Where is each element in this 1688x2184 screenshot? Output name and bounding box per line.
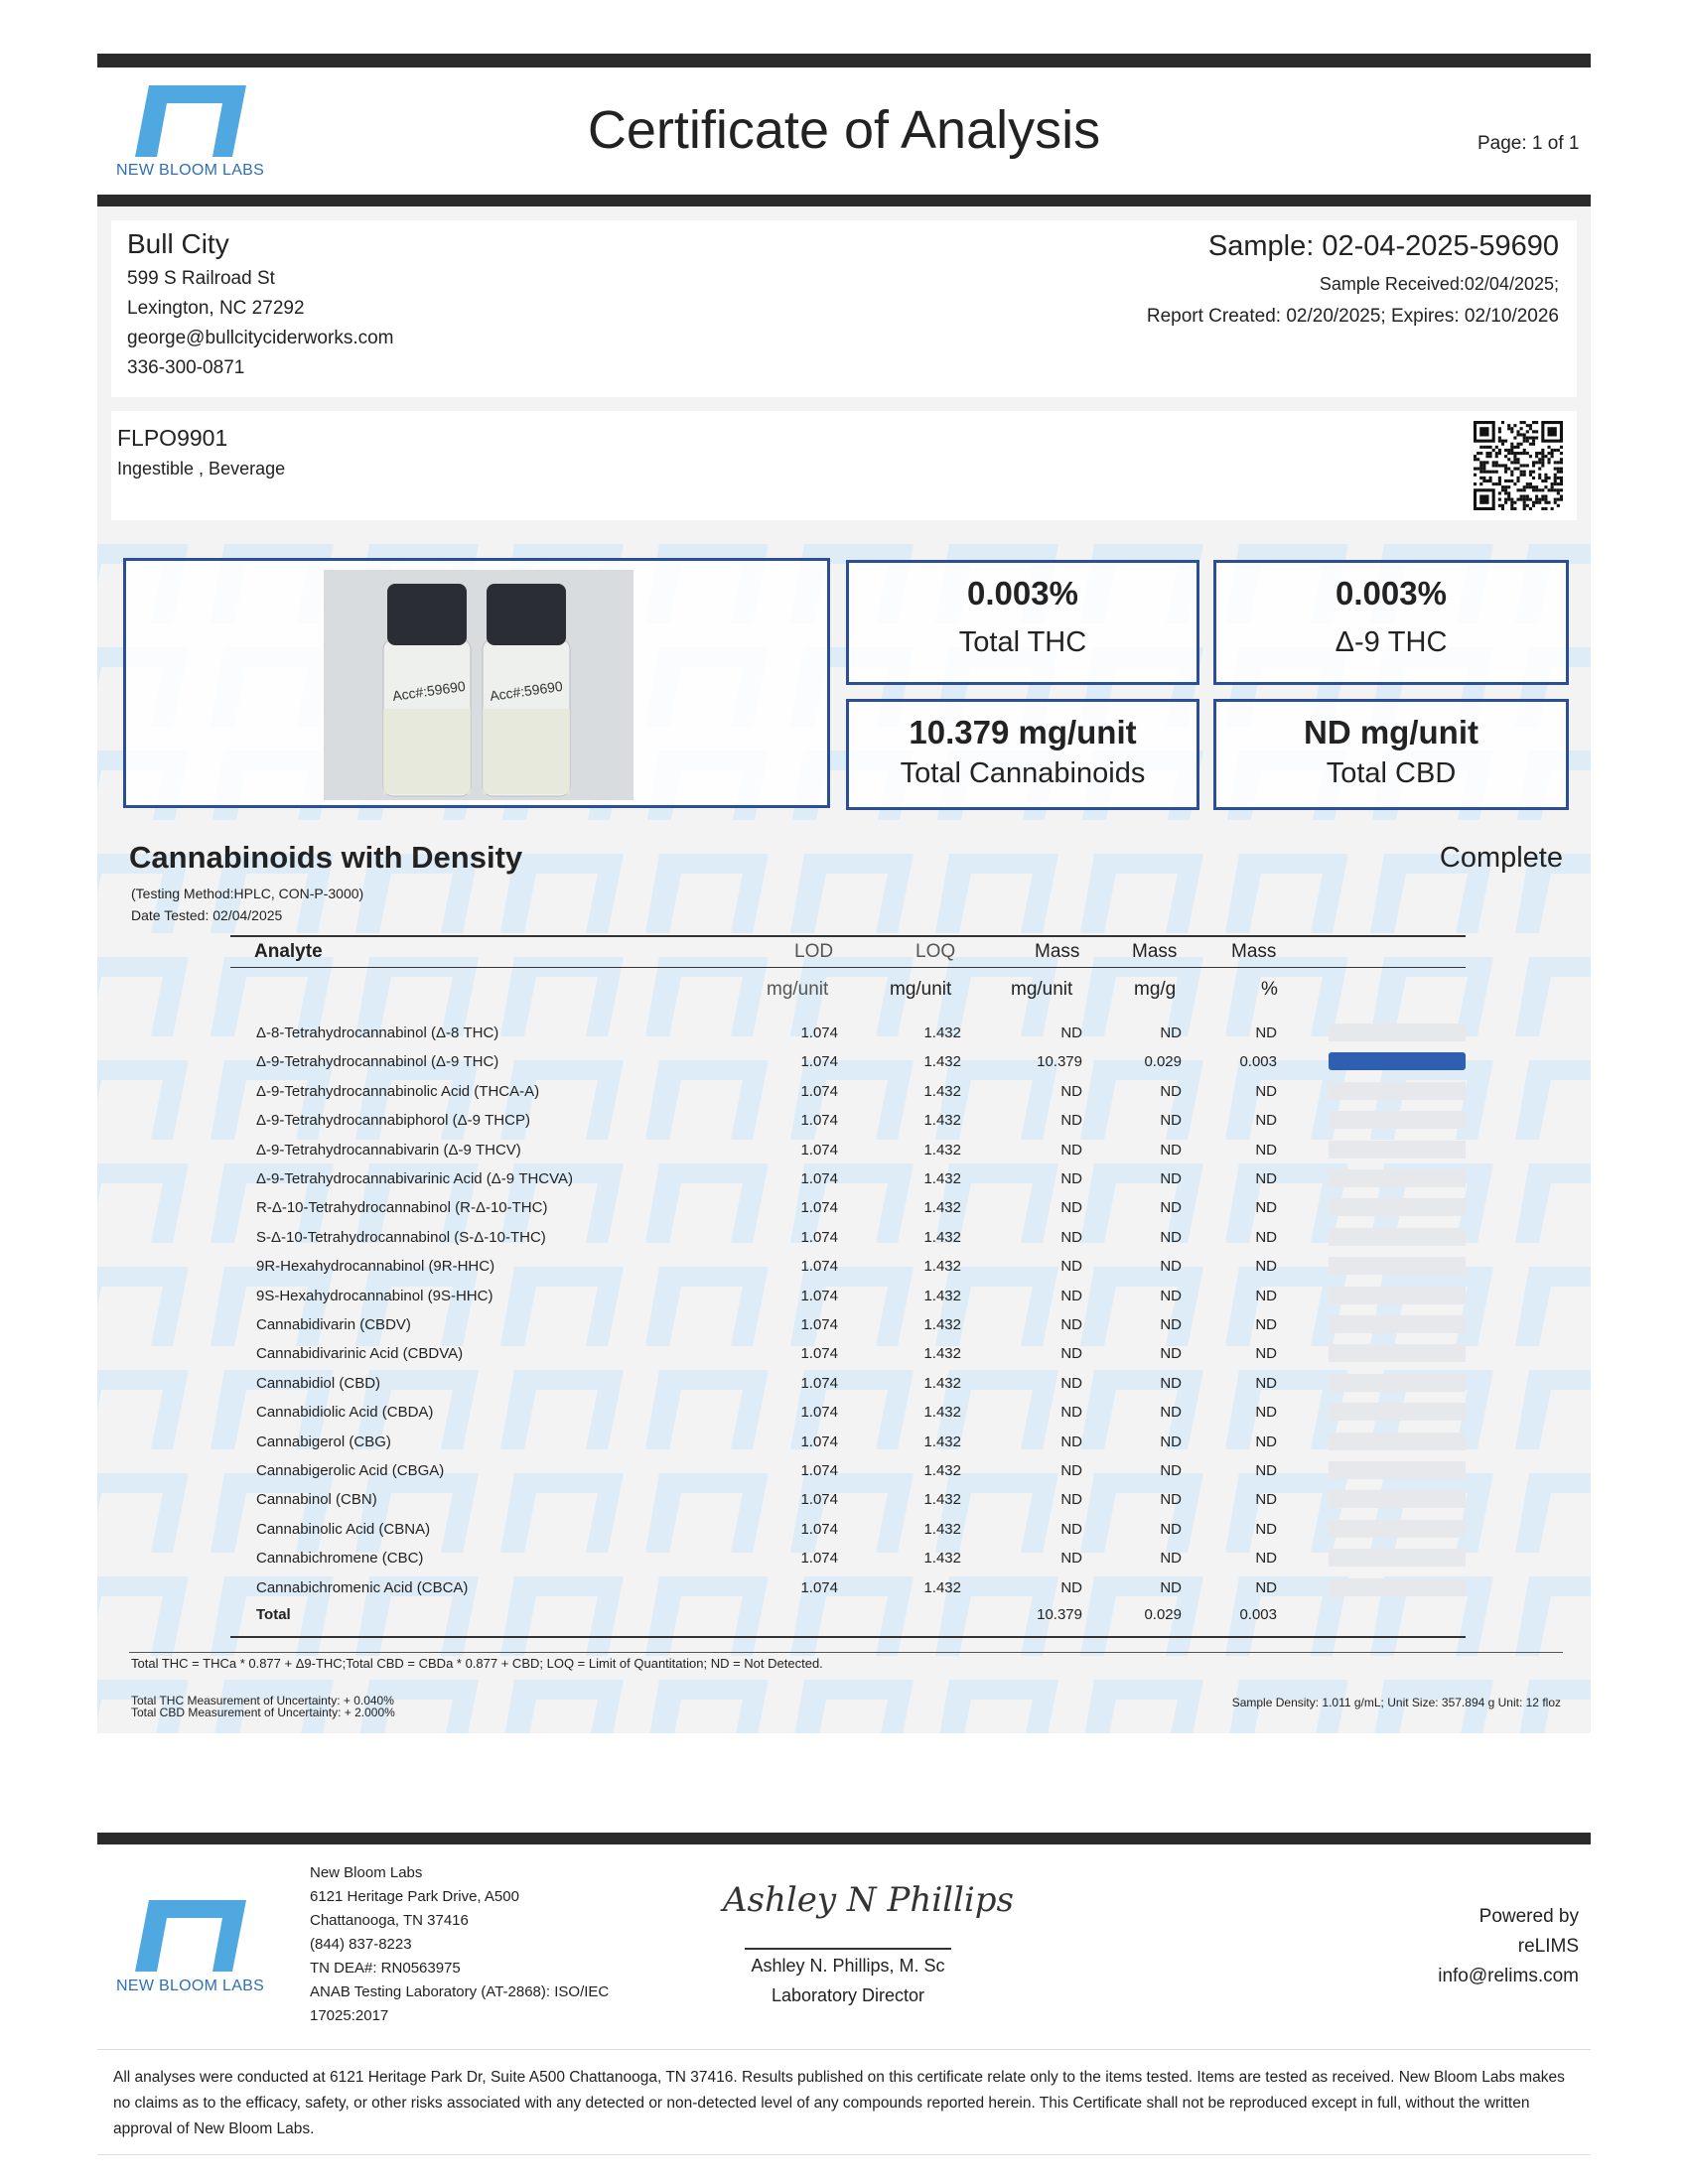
- mass-pct-value: 0.003: [1239, 1053, 1277, 1070]
- analyte-name: Cannabichromenic Acid (CBCA): [256, 1579, 469, 1596]
- watermark-mark: [1515, 1060, 1591, 1140]
- mass-unit-value: 10.379: [1037, 1053, 1082, 1070]
- lod-value: 1.074: [800, 1491, 838, 1508]
- unit-lod: mg/unit: [767, 979, 829, 1000]
- lod-value: 1.074: [800, 1229, 838, 1246]
- result-bar: [1329, 1461, 1466, 1479]
- analyte-name: Cannabigerolic Acid (CBGA): [256, 1462, 445, 1479]
- watermark-mark: [1225, 854, 1348, 933]
- notes-rule: [129, 1652, 1563, 1653]
- kpi-total-thc-label: Total THC: [958, 626, 1087, 658]
- mass-unit-value: ND: [1060, 1462, 1082, 1479]
- col-mass-g: Mass: [1132, 941, 1178, 962]
- mass-g-value: ND: [1160, 1345, 1182, 1362]
- mass-unit-value: ND: [1060, 1170, 1082, 1187]
- analyte-name: R-Δ-10-Tetrahydrocannabinol (R-Δ-10-THC): [256, 1199, 548, 1216]
- watermark-mark: [500, 1473, 624, 1553]
- lod-value: 1.074: [800, 1053, 838, 1070]
- watermark-mark: [211, 1267, 334, 1346]
- watermark-mark: [645, 1370, 769, 1449]
- loq-value: 1.432: [923, 1258, 961, 1275]
- kpi-total-cannabinoids-label: Total Cannabinoids: [900, 757, 1146, 789]
- analyte-name: Cannabigerol (CBG): [256, 1433, 391, 1450]
- col-lod: LOD: [794, 941, 834, 962]
- watermark-mark: [1515, 957, 1591, 1036]
- result-bar: [1329, 1315, 1466, 1333]
- formula-note: Total THC = THCa * 0.877 + Δ9-THC;Total CBD = CBDa * 0.877 + CBD; LOQ = Limit of Quantitation; ND = Not Detected.: [131, 1656, 823, 1671]
- uncertainty-thc: Total THC Measurement of Uncertainty: + 0.040%: [131, 1694, 394, 1707]
- disclaimer: All analyses were conducted at 6121 Heritage Park Dr, Suite A500 Chattanooga, TN 37416. Results published on this certificate relate only to the items tested. Items are tested as received. New Bloom Labs makes no claims as to the efficacy, safety, or other risks associated with any detected or non-detected level of any compounds reported herein. This Certificate shall not be reproduced except in full, without the written approval of New Bloom Labs.: [113, 2069, 1565, 2137]
- mass-pct-value: ND: [1255, 1462, 1277, 1479]
- analyte-name: 9R-Hexahydrocannabinol (9R-HHC): [256, 1258, 495, 1275]
- mass-pct-value: ND: [1255, 1112, 1277, 1129]
- uncertainty-cbd: Total CBD Measurement of Uncertainty: + 2.000%: [131, 1706, 395, 1719]
- mass-pct-value: ND: [1255, 1345, 1277, 1362]
- watermark-mark: [1515, 1370, 1591, 1449]
- footer-logo-text: NEW BLOOM LABS: [116, 1978, 265, 1994]
- analyte-name: Cannabichromene (CBC): [256, 1550, 424, 1567]
- kpi-total-thc: [846, 560, 1199, 685]
- powered-by: Powered by: [1478, 1906, 1579, 1927]
- analyte-name: Δ-9-Tetrahydrocannabinolic Acid (THCA-A): [256, 1083, 540, 1100]
- lod-value: 1.074: [800, 1112, 838, 1129]
- analyte-name: Cannabidiol (CBD): [256, 1375, 381, 1392]
- watermark-mark: [500, 1576, 624, 1656]
- bottom-rule: [97, 2154, 1591, 2155]
- unit-mass-pct: %: [1261, 979, 1278, 1000]
- mass-g-value: ND: [1160, 1550, 1182, 1567]
- watermark-mark: [645, 1267, 769, 1346]
- total-mass-g: 0.029: [1144, 1606, 1182, 1623]
- kpi-d9-thc: [1213, 560, 1569, 685]
- lod-value: 1.074: [800, 1462, 838, 1479]
- disclaimer-rule: [97, 2049, 1591, 2050]
- mass-pct-value: ND: [1255, 1083, 1277, 1100]
- watermark-mark: [211, 1473, 334, 1553]
- loq-value: 1.432: [923, 1550, 961, 1567]
- col-loq: LOQ: [915, 941, 956, 962]
- mass-unit-value: ND: [1060, 1083, 1082, 1100]
- result-bar: [1329, 1198, 1466, 1216]
- mass-unit-value: ND: [1060, 1375, 1082, 1392]
- watermark-mark: [97, 1163, 189, 1243]
- mass-g-value: ND: [1160, 1433, 1182, 1450]
- client-phone: 336-300-0871: [127, 357, 245, 378]
- loq-value: 1.432: [923, 1229, 961, 1246]
- lod-value: 1.074: [800, 1375, 838, 1392]
- unit-mass-unit: mg/unit: [1011, 979, 1073, 1000]
- mass-pct-value: ND: [1255, 1404, 1277, 1421]
- mass-unit-value: ND: [1060, 1142, 1082, 1159]
- mass-unit-value: ND: [1060, 1112, 1082, 1129]
- watermark-mark: [645, 1060, 769, 1140]
- loq-value: 1.432: [923, 1288, 961, 1304]
- result-bar: [1329, 1052, 1466, 1070]
- kpi-d9-thc-label: Δ-9 THC: [1335, 626, 1448, 658]
- logo-text: NEW BLOOM LABS: [116, 162, 265, 179]
- watermark-mark: [97, 1060, 189, 1140]
- result-bar: [1329, 1082, 1466, 1100]
- result-bar: [1329, 1520, 1466, 1538]
- watermark-mark: [1080, 1473, 1203, 1553]
- analyte-name: Δ-9-Tetrahydrocannabivarinic Acid (Δ-9 THCVA): [256, 1170, 574, 1187]
- watermark-mark: [97, 1576, 189, 1656]
- mass-g-value: 0.029: [1144, 1053, 1182, 1070]
- col-analyte: Analyte: [254, 941, 323, 962]
- loq-value: 1.432: [923, 1375, 961, 1392]
- signer-title: Laboratory Director: [771, 1985, 925, 2005]
- watermark-mark: [645, 1163, 769, 1243]
- watermark-mark: [1225, 1473, 1348, 1553]
- result-bar: [1329, 1024, 1466, 1041]
- watermark-mark: [935, 854, 1058, 933]
- mass-unit-value: ND: [1060, 1024, 1082, 1041]
- col-mass-pct: Mass: [1231, 941, 1277, 962]
- watermark-mark: [1080, 854, 1203, 933]
- kpi-total-cannabinoids-value: 10.379 mg/unit: [909, 714, 1137, 751]
- analyte-name: Cannabinol (CBN): [256, 1491, 377, 1508]
- kpi-total-cbd-label: Total CBD: [1326, 757, 1457, 789]
- testing-method: (Testing Method:HPLC, CON-P-3000): [131, 886, 364, 901]
- kpi-total-cannabinoids: [846, 699, 1199, 810]
- analyte-name: Δ-9-Tetrahydrocannabiphorol (Δ-9 THCP): [256, 1112, 530, 1129]
- client-address1: 599 S Railroad St: [127, 268, 275, 289]
- lab-address2: Chattanooga, TN 37416: [310, 1912, 469, 1929]
- watermark-mark: [790, 1680, 914, 1733]
- mass-pct-value: ND: [1255, 1316, 1277, 1333]
- lab-anab-year: 17025:2017: [310, 2007, 389, 2024]
- watermark-mark: [500, 1680, 624, 1733]
- loq-value: 1.432: [923, 1491, 961, 1508]
- analyte-name: Cannabidivarinic Acid (CBDVA): [256, 1345, 464, 1362]
- watermark-mark: [97, 1473, 189, 1553]
- unit-mass-g: mg/g: [1134, 979, 1177, 1000]
- watermark-mark: [355, 1473, 479, 1553]
- mass-unit-value: ND: [1060, 1316, 1082, 1333]
- watermark-mark: [500, 1267, 624, 1346]
- signature: Ashley N Phillips: [723, 1880, 1014, 1920]
- mass-pct-value: ND: [1255, 1550, 1277, 1567]
- result-bar: [1329, 1141, 1466, 1159]
- watermark-mark: [1515, 1267, 1591, 1346]
- mass-pct-value: ND: [1255, 1024, 1277, 1041]
- signer-name: Ashley N. Phillips, M. Sc: [751, 1956, 945, 1976]
- watermark-mark: [1225, 1267, 1348, 1346]
- client-email: george@bullcityciderworks.com: [127, 328, 394, 348]
- analyte-name: 9S-Hexahydrocannabinol (9S-HHC): [256, 1288, 493, 1304]
- lod-value: 1.074: [800, 1083, 838, 1100]
- watermark-mark: [1515, 1576, 1591, 1656]
- lod-value: 1.074: [800, 1258, 838, 1275]
- lab-phone: (844) 837-8223: [310, 1936, 412, 1953]
- unit-loq: mg/unit: [890, 979, 952, 1000]
- powered-by-name: reLIMS: [1517, 1936, 1579, 1957]
- result-bar: [1329, 1374, 1466, 1392]
- lod-value: 1.074: [800, 1345, 838, 1362]
- lod-value: 1.074: [800, 1316, 838, 1333]
- analyte-name: S-Δ-10-Tetrahydrocannabinol (S-Δ-10-THC): [256, 1229, 546, 1246]
- watermark-mark: [1080, 1680, 1203, 1733]
- watermark-mark: [935, 1680, 1058, 1733]
- mass-unit-value: ND: [1060, 1199, 1082, 1216]
- loq-value: 1.432: [923, 1112, 961, 1129]
- watermark-mark: [645, 957, 769, 1036]
- watermark-mark: [1515, 1163, 1591, 1243]
- result-bar: [1329, 1578, 1466, 1596]
- total-mass-pct: 0.003: [1239, 1606, 1277, 1623]
- watermark-mark: [645, 854, 769, 933]
- kpi-total-cbd-value: ND mg/unit: [1304, 714, 1478, 751]
- mass-unit-value: ND: [1060, 1521, 1082, 1538]
- mass-unit-value: ND: [1060, 1288, 1082, 1304]
- result-bar: [1329, 1403, 1466, 1421]
- mass-pct-value: ND: [1255, 1142, 1277, 1159]
- loq-value: 1.432: [923, 1083, 961, 1100]
- watermark-mark: [645, 1473, 769, 1553]
- lod-value: 1.074: [800, 1288, 838, 1304]
- mass-g-value: ND: [1160, 1112, 1182, 1129]
- section-status: Complete: [1439, 842, 1563, 874]
- mass-g-value: ND: [1160, 1199, 1182, 1216]
- lab-anab: ANAB Testing Laboratory (AT-2868): ISO/IEC: [310, 1983, 610, 2000]
- watermark-mark: [97, 1267, 189, 1346]
- loq-value: 1.432: [923, 1404, 961, 1421]
- mass-g-value: ND: [1160, 1521, 1182, 1538]
- lod-value: 1.074: [800, 1521, 838, 1538]
- mass-pct-value: ND: [1255, 1375, 1277, 1392]
- powered-by-email[interactable]: info@relims.com: [1438, 1966, 1579, 1986]
- section-title: Cannabinoids with Density: [129, 840, 523, 875]
- watermark-mark: [790, 1473, 914, 1553]
- analyte-name: Cannabidiolic Acid (CBDA): [256, 1404, 434, 1421]
- watermark-mark: [790, 854, 914, 933]
- result-bar: [1329, 1549, 1466, 1567]
- kpi-total-thc-value: 0.003%: [967, 575, 1078, 612]
- mass-pct-value: ND: [1255, 1579, 1277, 1596]
- footer-rule: [97, 1833, 1591, 1844]
- mass-unit-value: ND: [1060, 1229, 1082, 1246]
- mass-g-value: ND: [1160, 1024, 1182, 1041]
- vial-label-left: Acc#:59690: [391, 677, 467, 704]
- kpi-d9-thc-value: 0.003%: [1336, 575, 1447, 612]
- watermark-mark: [1080, 1267, 1203, 1346]
- sample-type: Ingestible , Beverage: [117, 459, 286, 478]
- signature-line: [745, 1948, 951, 1950]
- mass-unit-value: ND: [1060, 1491, 1082, 1508]
- lod-value: 1.074: [800, 1433, 838, 1450]
- mass-unit-value: ND: [1060, 1404, 1082, 1421]
- sample-photo: [324, 570, 633, 800]
- loq-value: 1.432: [923, 1433, 961, 1450]
- mass-pct-value: ND: [1255, 1170, 1277, 1187]
- mass-pct-value: ND: [1255, 1521, 1277, 1538]
- sample-density: Sample Density: 1.011 g/mL; Unit Size: 357.894 g Unit: 12 floz: [1231, 1696, 1561, 1709]
- total-label: Total: [256, 1606, 291, 1623]
- mass-unit-value: ND: [1060, 1433, 1082, 1450]
- loq-value: 1.432: [923, 1024, 961, 1041]
- watermark-mark: [1370, 1267, 1493, 1346]
- mass-g-value: ND: [1160, 1170, 1182, 1187]
- loq-value: 1.432: [923, 1053, 961, 1070]
- page-number: Page: 1 of 1: [1477, 133, 1580, 154]
- watermark-mark: [500, 957, 624, 1036]
- col-mass-unit: Mass: [1035, 941, 1080, 962]
- analyte-name: Δ-9-Tetrahydrocannabivarin (Δ-9 THCV): [256, 1142, 521, 1159]
- sample-card: [111, 411, 1577, 520]
- watermark-mark: [935, 1473, 1058, 1553]
- mass-unit-value: ND: [1060, 1579, 1082, 1596]
- vial-label-right: Acc#:59690: [489, 677, 564, 704]
- result-bar: [1329, 1344, 1466, 1362]
- mass-g-value: ND: [1160, 1491, 1182, 1508]
- mass-pct-value: ND: [1255, 1258, 1277, 1275]
- lod-value: 1.074: [800, 1142, 838, 1159]
- loq-value: 1.432: [923, 1462, 961, 1479]
- client-address2: Lexington, NC 27292: [127, 298, 305, 319]
- mass-pct-value: ND: [1255, 1288, 1277, 1304]
- header-rule: [97, 195, 1591, 206]
- lod-value: 1.074: [800, 1550, 838, 1567]
- loq-value: 1.432: [923, 1170, 961, 1187]
- mass-pct-value: ND: [1255, 1433, 1277, 1450]
- table-bottom-rule: [230, 1636, 1466, 1638]
- total-mass-unit: 10.379: [1037, 1606, 1082, 1623]
- analyte-name: Δ-9-Tetrahydrocannabinol (Δ-9 THC): [256, 1053, 499, 1070]
- watermark-mark: [97, 1370, 189, 1449]
- lab-dea: TN DEA#: RN0563975: [310, 1960, 461, 1977]
- watermark-mark: [790, 1267, 914, 1346]
- mass-pct-value: ND: [1255, 1199, 1277, 1216]
- analyte-name: Cannabidivarin (CBDV): [256, 1316, 411, 1333]
- mass-g-value: ND: [1160, 1288, 1182, 1304]
- watermark-mark: [1515, 1473, 1591, 1553]
- watermark-mark: [355, 1267, 479, 1346]
- mass-unit-value: ND: [1060, 1550, 1082, 1567]
- mass-g-value: ND: [1160, 1462, 1182, 1479]
- lod-value: 1.074: [800, 1024, 838, 1041]
- watermark-mark: [1370, 1473, 1493, 1553]
- qr-code-icon: [1474, 421, 1563, 510]
- kpi-total-cbd: [1213, 699, 1569, 810]
- result-bar: [1329, 1111, 1466, 1129]
- mass-unit-value: ND: [1060, 1258, 1082, 1275]
- date-tested: Date Tested: 02/04/2025: [131, 907, 283, 923]
- loq-value: 1.432: [923, 1316, 961, 1333]
- result-bar: [1329, 1228, 1466, 1246]
- result-bar: [1329, 1433, 1466, 1450]
- watermark-mark: [935, 1267, 1058, 1346]
- watermark-mark: [500, 1370, 624, 1449]
- lod-value: 1.074: [800, 1404, 838, 1421]
- sample-id: Sample: 02-04-2025-59690: [1207, 230, 1559, 262]
- mass-g-value: ND: [1160, 1083, 1182, 1100]
- result-bar: [1329, 1490, 1466, 1508]
- watermark-mark: [97, 957, 189, 1036]
- mass-pct-value: ND: [1255, 1229, 1277, 1246]
- mass-g-value: ND: [1160, 1316, 1182, 1333]
- mass-g-value: ND: [1160, 1142, 1182, 1159]
- result-bar: [1329, 1287, 1466, 1304]
- lab-name: New Bloom Labs: [310, 1864, 423, 1881]
- watermark-mark: [645, 1576, 769, 1656]
- top-rule: [97, 54, 1591, 68]
- result-bar: [1329, 1169, 1466, 1187]
- analyte-name: Δ-8-Tetrahydrocannabinol (Δ-8 THC): [256, 1024, 499, 1041]
- lab-address1: 6121 Heritage Park Drive, A500: [310, 1888, 519, 1905]
- mass-g-value: ND: [1160, 1579, 1182, 1596]
- sample-code: FLPO9901: [117, 425, 228, 451]
- lod-value: 1.074: [800, 1170, 838, 1187]
- report-dates: Report Created: 02/20/2025; Expires: 02/10/2026: [1146, 306, 1559, 327]
- mass-unit-value: ND: [1060, 1345, 1082, 1362]
- result-bar: [1329, 1257, 1466, 1275]
- loq-value: 1.432: [923, 1521, 961, 1538]
- footer-logo: [129, 1900, 246, 1972]
- section-gap: [97, 820, 1591, 832]
- sample-received: Sample Received:02/04/2025;: [1319, 274, 1559, 294]
- mass-g-value: ND: [1160, 1404, 1182, 1421]
- lod-value: 1.074: [800, 1579, 838, 1596]
- table-header-rule: [230, 967, 1466, 968]
- analyte-name: Cannabinolic Acid (CBNA): [256, 1521, 431, 1538]
- loq-value: 1.432: [923, 1142, 961, 1159]
- mass-g-value: ND: [1160, 1375, 1182, 1392]
- lod-value: 1.074: [800, 1199, 838, 1216]
- watermark-mark: [645, 1680, 769, 1733]
- mass-g-value: ND: [1160, 1229, 1182, 1246]
- loq-value: 1.432: [923, 1345, 961, 1362]
- client-name: Bull City: [127, 228, 229, 259]
- page-title: Certificate of Analysis: [587, 100, 1101, 160]
- table-top-rule: [230, 935, 1466, 937]
- loq-value: 1.432: [923, 1579, 961, 1596]
- mass-pct-value: ND: [1255, 1491, 1277, 1508]
- loq-value: 1.432: [923, 1199, 961, 1216]
- mass-g-value: ND: [1160, 1258, 1182, 1275]
